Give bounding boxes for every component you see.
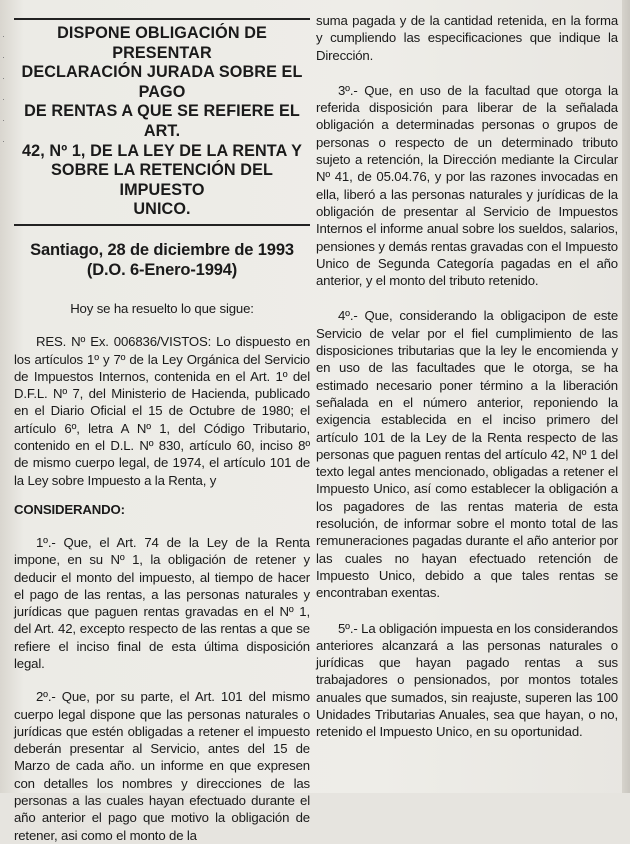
publication-line: (D.O. 6-Enero-1994) [86, 260, 238, 279]
title-top-rule [14, 18, 310, 20]
title-bottom-rule [14, 224, 310, 226]
resolution-vistos: RES. Nº Ex. 006836/VISTOS: Lo dispuesto en los artículos 1º y 7º de la Ley Orgánica del Servicio de Impuestos Internos, contenida en el Art. 1º del D.F.L. Nº 7, del Ministerio de Hacienda, publicado en el Diario Oficial el 15 de Octubre de 1980; el artículo 6º, letra A Nº 1, del Código Tributario, contenido en el D.L. Nº 830, artículo 60, inciso 8º de mismo cuerpo legal, de 1974, el artículo 101 de la Ley sobre Impuesto a la Renta, y [14, 334, 310, 488]
title-line: DISPONE OBLIGACIÓN DE PRESENTAR [57, 24, 267, 62]
intro-text: Hoy se ha resuelto lo que sigue: [70, 300, 254, 316]
paragraph-2-continued: suma pagada y de la cantidad retenida, en la forma y cumpliendo las especificaciones que indique la Dirección. [316, 13, 618, 63]
date-line: Santiago, 28 de diciembre de 1993 [30, 240, 294, 259]
title-line: 42, Nº 1, DE LA LEY DE LA RENTA Y [22, 141, 302, 160]
document-title [14, 24, 310, 220]
page-edge-shadow [622, 0, 630, 793]
title-line: UNICO. [133, 200, 191, 219]
paragraph-1: 1º.- Que, el Art. 74 de la Ley de la Renta impone, en su Nº 1, la obligación de retener y deducir el monto del impuesto, al tiempo de hacer el pago de las rentas, a las personas naturales y jurídicas que paguen rentas gravadas en el Nº 1, del Art. 42, excepto respecto de las rentas a que se refiere el inciso final de esta última disposición legal. [14, 534, 310, 671]
left-column [14, 0, 310, 844]
paragraph-2: 2º.- Que, por su parte, el Art. 101 del mismo cuerpo legal dispone que las personas naturales o jurídicas que estén obligadas a retener el impuesto deberán presentar al Servicio, antes del 15 de Marzo de cada año. un informe en que expresen con detalles los nombres y direcciones de las personas a las cuales hayan efectuado durante el año anterior el pago que motivo la obligación de retener, asi como el monto de la [14, 689, 310, 843]
paragraph-5: 5º.- La obligación impuesta en los considerandos anteriores alcanzará a las personas naturales o jurídicas que hayan pagado rentas a sus trabajadores o pensionados, por montos totales anuales que sumados, sin reajuste, superen las 100 Unidades Tributarias Anuales, sea que hayan, o no, retenido el Impuesto Unico, en su oportunidad. [316, 620, 618, 740]
title-line: SOBRE LA RETENCIÓN DEL IMPUESTO [51, 161, 273, 199]
margin-bleed-marks: · · · · · · [2, 31, 5, 146]
considerando-heading: CONSIDERANDO: [14, 501, 125, 517]
title-line: DECLARACIÓN JURADA SOBRE EL PAGO [21, 63, 303, 101]
right-column [316, 0, 618, 741]
paragraph-3: 3º.- Que, en uso de la facultad que otorga la referida disposición para liberar de la señalada obligación a determinadas personas o grupos de personas o respecto de un determinado tributo sujeto a retención, la Dirección mediante la Circular Nº 41, de 05.04.76, y por las razones invocadas en ella, liberó a las personas naturales y jurídicas de la obligación de presentar al Servicio de Impuestos Internos el informe anual sobre los sueldos, salarios, pensiones y demás rentas gravadas con el Impuesto Unico de Segunda Categoría pagadas en el año anterior, y el monto del tributo retenido. [316, 82, 618, 289]
paragraph-4: 4º.- Que, considerando la obligacipon de este Servicio de velar por el fiel cumplimiento de las disposiciones tributarias que la ley le encomienda y en uso de las facultades que le otorga, se ha estimado necesario poner término a la liberación señalada en el número anterior, reponiendo la exigencia establecida en el inciso primero del artículo 101 de la Ley de la Renta respecto de las personas que paguen rentas del artículo 42, Nº 1 del texto legal antes mencionado, obligadas a retener el Impuesto Unico, así como establecer la obligación a los pagadores de las rentas materia de esta resolución, de informar sobre el monto total de las remuneraciones pagadas durante el año anterior por las cuales no hayan efectuado retención de Impuesto Unico, debido a que tales rentas se encontraban exentas. [316, 308, 618, 601]
title-line: DE RENTAS A QUE SE REFIERE EL ART. [24, 102, 300, 140]
